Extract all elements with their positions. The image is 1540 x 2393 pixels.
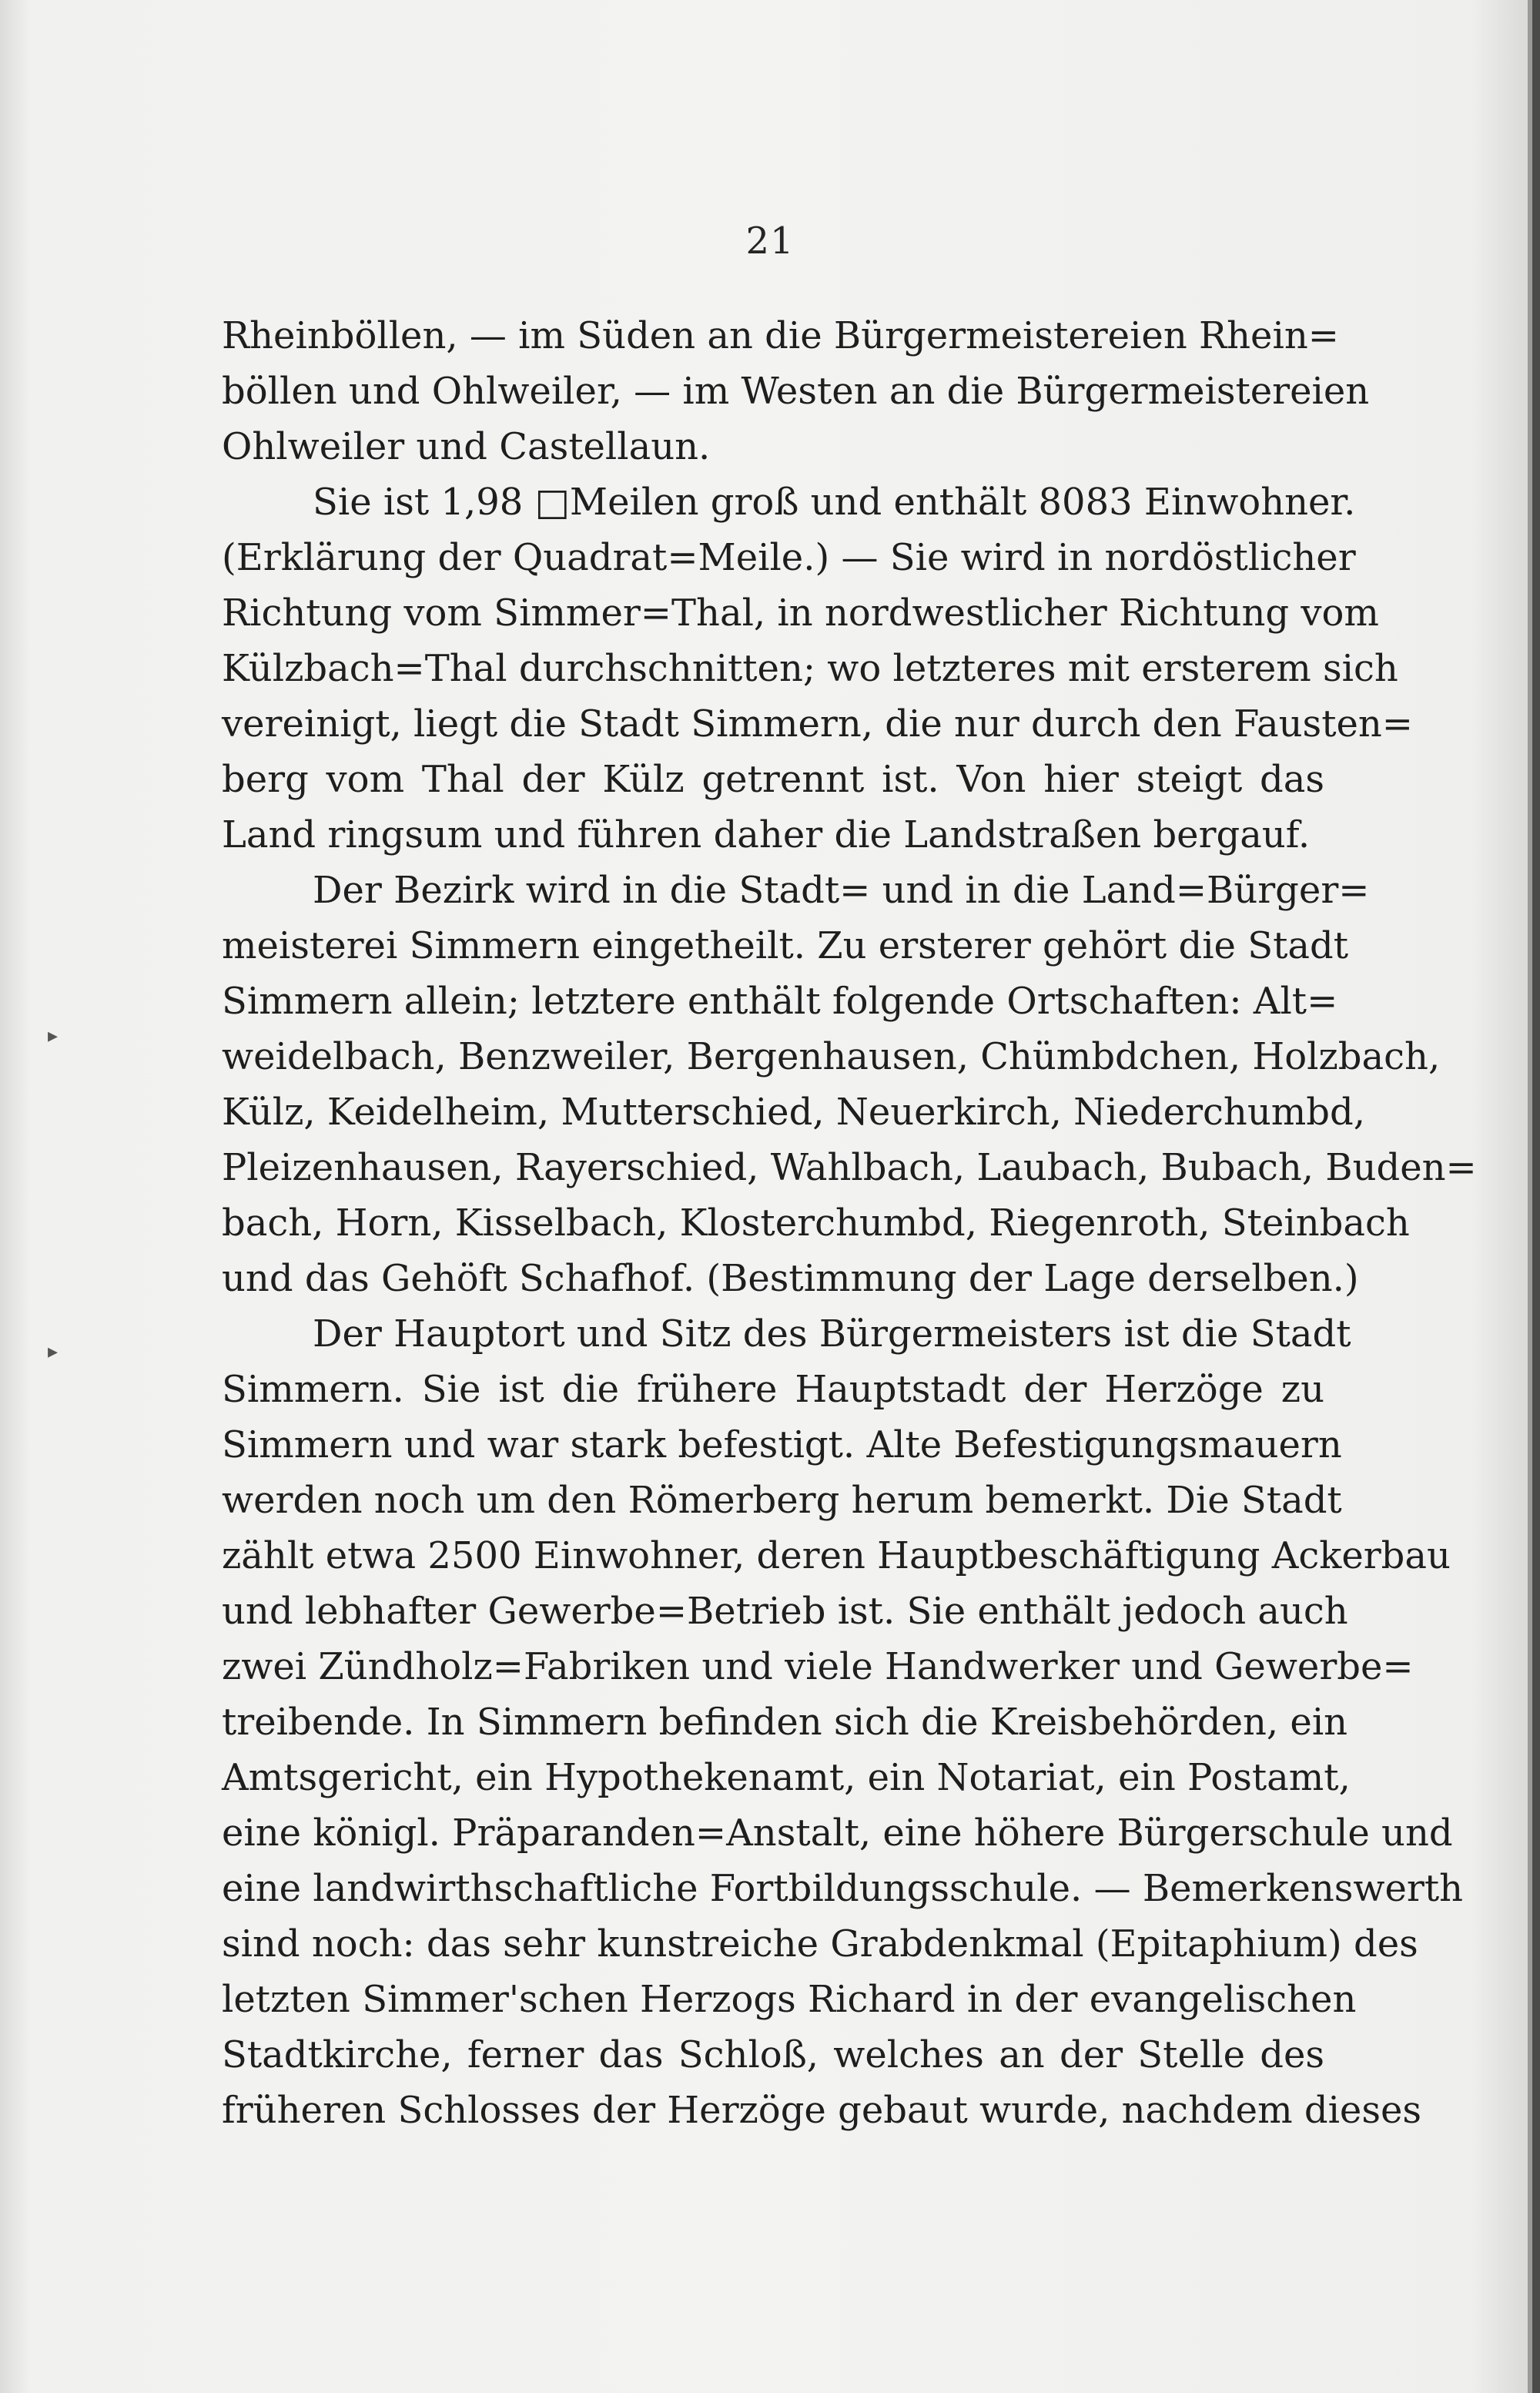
text-line: und lebhafter Gewerbe=Betrieb ist. Sie enthält jedoch auch: [222, 1590, 1348, 1633]
text-line: vereinigt, liegt die Stadt Simmern, die nur durch den Fausten=: [222, 702, 1414, 746]
body-text: [222, 308, 1477, 2138]
text-line: Der Bezirk wird in die Stadt= und in die Land=Bürger=: [313, 869, 1370, 912]
text-line: Rheinböllen, — im Süden an die Bürgermeistereien Rhein=: [222, 314, 1339, 357]
text-line: Amtsgericht, ein Hypothekenamt, ein Notariat, ein Postamt,: [222, 1756, 1351, 1799]
text-line: Simmern allein; letztere enthält folgende Ortschaften: Alt=: [222, 980, 1338, 1023]
text-line: (Erklärung der Quadrat=Meile.) — Sie wird in nordöstlicher: [222, 536, 1356, 579]
text-line: Ohlweiler und Castellaun.: [222, 425, 711, 468]
text-line: eine landwirthschaftliche Fortbildungsschule. — Bemerkenswerth: [222, 1867, 1464, 1910]
page-number: 21: [745, 220, 795, 263]
text-line: werden noch um den Römerberg herum bemerkt. Die Stadt: [222, 1479, 1342, 1522]
text-line: Land ringsum und führen daher die Landstraßen bergauf.: [222, 813, 1311, 856]
text-line: Simmern. Sie ist die frühere Hauptstadt der Herzöge zu: [222, 1368, 1324, 1411]
text-line: sind noch: das sehr kunstreiche Grabdenkmal (Epitaphium) des: [222, 1922, 1418, 1966]
text-line: berg vom Thal der Külz getrennt ist. Von hier steigt das: [222, 758, 1324, 801]
text-line: zwei Zündholz=Fabriken und viele Handwerker und Gewerbe=: [222, 1645, 1414, 1688]
text-line: und das Gehöft Schafhof. (Bestimmung der Lage derselben.): [222, 1257, 1359, 1300]
text-line: zählt etwa 2500 Einwohner, deren Hauptbeschäftigung Ackerbau: [222, 1534, 1451, 1577]
text-line: Simmern und war stark befestigt. Alte Befestigungsmauern: [222, 1423, 1342, 1466]
text-line: Külz, Keidelheim, Mutterschied, Neuerkirch, Niederchumbd,: [222, 1091, 1365, 1134]
text-line: weidelbach, Benzweiler, Bergenhausen, Chümbdchen, Holzbach,: [222, 1035, 1441, 1078]
text-line: bach, Horn, Kisselbach, Klosterchumbd, Riegenroth, Steinbach: [222, 1202, 1410, 1245]
text-line: Der Hauptort und Sitz des Bürgermeisters ist die Stadt: [313, 1312, 1351, 1356]
text-line: Pleizenhausen, Rayerschied, Wahlbach, Laubach, Bubach, Buden=: [222, 1146, 1477, 1189]
text-line: Richtung vom Simmer=Thal, in nordwestlicher Richtung vom: [222, 592, 1379, 635]
margin-mark-icon: ▸: [48, 1340, 59, 1363]
text-line: Sie ist 1,98 □Meilen groß und enthält 8083 Einwohner.: [313, 481, 1356, 524]
margin-mark-icon: ▸: [48, 1024, 59, 1047]
text-line: früheren Schlosses der Herzöge gebaut wurde, nachdem dieses: [222, 2089, 1422, 2132]
text-line: treibende. In Simmern befinden sich die Kreisbehörden, ein: [222, 1701, 1348, 1744]
text-line: eine königl. Präparanden=Anstalt, eine höhere Bürgerschule und: [222, 1812, 1453, 1855]
page-edge: [1532, 0, 1540, 2393]
text-line: letzten Simmer'schen Herzogs Richard in der evangelischen: [222, 1978, 1357, 2021]
text-line: Külzbach=Thal durchschnitten; wo letzteres mit ersterem sich: [222, 647, 1398, 690]
text-line: meisterei Simmern eingetheilt. Zu ersterer gehört die Stadt: [222, 924, 1349, 967]
text-line: böllen und Ohlweiler, — im Westen an die Bürgermeistereien: [222, 370, 1370, 413]
text-line: Stadtkirche, ferner das Schloß, welches an der Stelle des: [222, 2033, 1324, 2076]
